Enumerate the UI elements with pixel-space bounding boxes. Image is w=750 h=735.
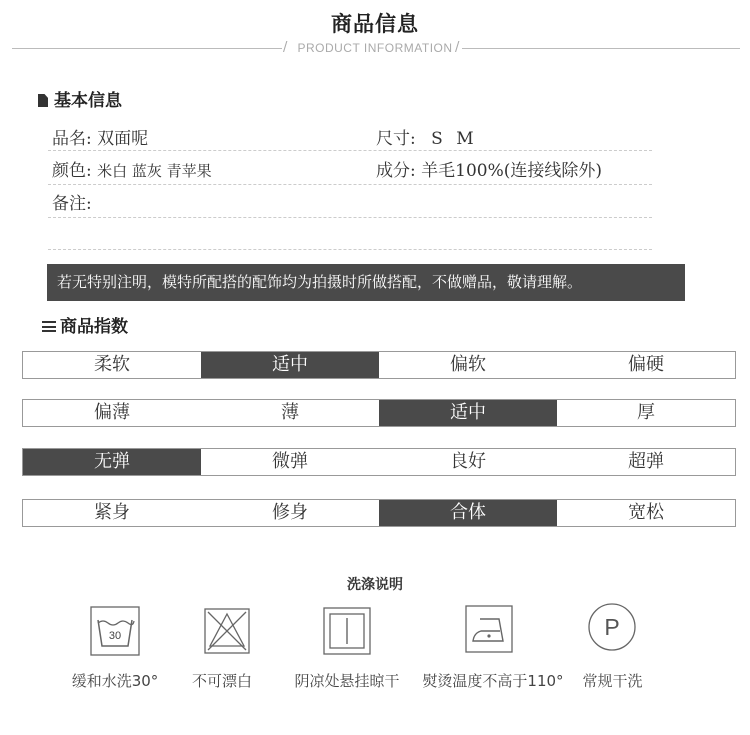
index-option: 偏薄 <box>94 402 130 423</box>
index-option: 薄 <box>281 402 299 423</box>
dashed-divider <box>48 217 652 218</box>
slash-left: / <box>283 40 288 55</box>
page-subtitle: PRODUCT INFORMATION <box>297 41 453 55</box>
wash-label: 阴凉处悬挂晾干 <box>294 672 400 690</box>
material-label: 成分: <box>376 161 416 181</box>
wash-temp-text: 30 <box>108 630 122 642</box>
index-option: 超弹 <box>628 451 664 472</box>
index-row-softness <box>22 351 736 379</box>
note-label: 备注: <box>52 194 92 214</box>
size-value: S M <box>431 129 478 149</box>
dashed-divider <box>48 150 652 151</box>
list-icon <box>42 321 56 332</box>
wash-label: 不可漂白 <box>191 672 252 690</box>
wash-label: 缓和水洗30° <box>71 672 159 690</box>
notice-bar: 若无特别注明，模特所配搭的配饰均为拍摄时所做搭配，不做赠品，敬请理解。 <box>47 264 685 301</box>
material-row <box>376 156 602 181</box>
note-row <box>52 189 92 214</box>
material-value: 羊毛100%(连接线除外) <box>421 161 603 181</box>
size-row <box>376 124 478 149</box>
index-row-fit <box>22 499 736 527</box>
index-row-elasticity <box>22 448 736 476</box>
wash-label: 熨烫温度不高于110° <box>422 672 564 690</box>
index-option: 宽松 <box>628 502 664 523</box>
iron-icon <box>465 605 513 653</box>
name-value: 双面呢 <box>97 129 149 149</box>
document-icon <box>38 94 48 107</box>
index-option: 厚 <box>637 402 655 423</box>
index-option: 偏硬 <box>628 354 664 375</box>
dry-clean-icon <box>587 602 637 652</box>
slash-right: / <box>455 40 460 55</box>
index-option: 微弹 <box>272 451 308 472</box>
index-option: 无弹 <box>23 449 201 475</box>
size-label: 尺寸: <box>376 129 416 149</box>
index-option: 良好 <box>450 451 486 472</box>
color-label: 颜色: <box>52 161 92 181</box>
index-option: 适中 <box>379 400 557 426</box>
product-index-heading <box>42 312 128 337</box>
index-option: 偏软 <box>450 354 486 375</box>
index-option: 柔软 <box>94 354 130 375</box>
no-bleach-icon <box>204 608 250 654</box>
wash-label: 常规干洗 <box>582 672 643 690</box>
color-row <box>52 156 212 181</box>
dashed-divider <box>48 249 652 250</box>
name-label: 品名: <box>52 129 92 149</box>
index-option: 修身 <box>272 502 308 523</box>
color-value: 米白 蓝灰 青苹果 <box>97 162 212 180</box>
index-option: 紧身 <box>94 502 130 523</box>
index-row-thickness <box>22 399 736 427</box>
dashed-divider <box>48 184 652 185</box>
wash-30-icon <box>90 606 140 656</box>
basic-info-heading <box>38 86 122 111</box>
index-option: 合体 <box>379 500 557 526</box>
line-dry-shade-icon <box>323 607 371 655</box>
washing-heading: 洗涤说明 <box>347 577 403 593</box>
page-title: 商品信息 <box>331 12 419 36</box>
basic-info-heading-text: 基本信息 <box>54 91 122 111</box>
index-option: 适中 <box>201 352 379 378</box>
name-row <box>52 124 148 149</box>
dry-clean-letter: P <box>604 614 620 640</box>
product-index-heading-text: 商品指数 <box>60 317 128 337</box>
